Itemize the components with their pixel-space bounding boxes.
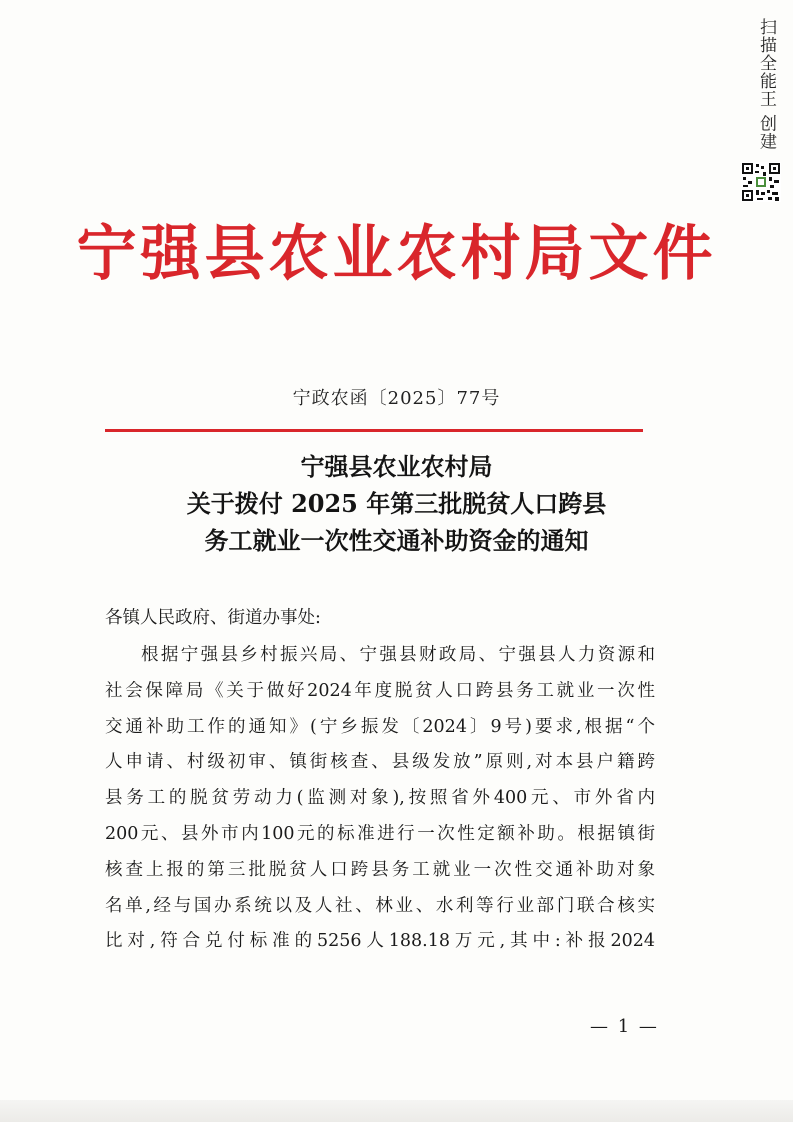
qr-code-icon xyxy=(741,162,781,202)
title-line-1: 宁强县农业农村局 xyxy=(300,452,493,481)
notice-title xyxy=(0,448,793,559)
scanner-watermark-label: 扫描全能王 创建 xyxy=(756,18,776,151)
body-line: 核查上报的第三批脱贫人口跨县务工就业一次性交通补助对象 xyxy=(105,859,655,880)
body-line: 比对,符合兑付标准的5256人188.18万元,其中:补报2024 xyxy=(105,931,655,952)
body-line: 社会保障局《关于做好2024年度脱贫人口跨县务工就业一次性 xyxy=(105,680,655,701)
body-line: 县务工的脱贫劳动力(监测对象),按照省外400元、市外省内 xyxy=(105,788,655,809)
masthead-title: 宁强县农业农村局文件 xyxy=(76,219,717,289)
page-number: — 1 — xyxy=(590,1016,659,1037)
title-line-2: 关于拨付 2025 年第三批脱贫人口跨县 xyxy=(186,489,607,518)
red-divider-line xyxy=(105,429,643,432)
body-line: 200元、县外市内100元的标准进行一次性定额补助。根据镇街 xyxy=(105,823,655,844)
scan-bottom-edge xyxy=(0,1100,793,1122)
body-line: 名单,经与国办系统以及人社、林业、水利等行业部门联合核实 xyxy=(105,895,655,916)
body-line: 交通补助工作的通知》(宁乡振发〔2024〕9号)要求,根据“个 xyxy=(105,716,655,737)
title-line-3: 务工就业一次性交通补助资金的通知 xyxy=(204,526,589,555)
document-number: 宁政农函〔2025〕77号 xyxy=(292,388,501,409)
body-paragraph xyxy=(105,638,655,960)
body-line: 根据宁强县乡村振兴局、宁强县财政局、宁强县人力资源和 xyxy=(141,645,655,665)
body-line: 人申请、村级初审、镇街核查、县级发放”原则,对本县户籍跨 xyxy=(105,752,655,773)
salutation: 各镇人民政府、街道办事处: xyxy=(105,608,321,628)
